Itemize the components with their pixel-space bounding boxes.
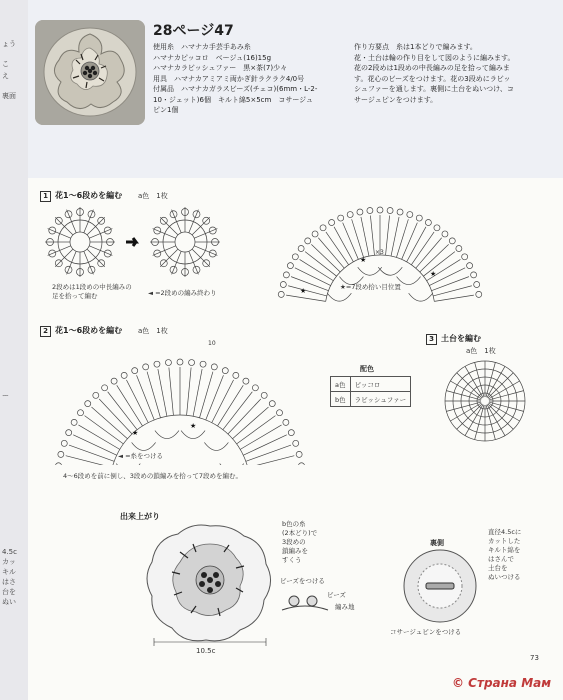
star-icon: ★ (132, 429, 139, 437)
fan-diagram-2 (56, 359, 305, 465)
pin-note: コサージュピンをつける (390, 628, 462, 636)
finished-b-note: b色の糸 (2本どり)で 3段めの 鎖編みを すくう (282, 520, 318, 564)
instructions-line: 作り方要点 糸は1本どりで編みます。 (354, 43, 477, 51)
section-3-heading (426, 333, 481, 345)
edge-text: カッ (2, 558, 16, 566)
edge-text: 台を (2, 588, 16, 596)
edge-text: キル (2, 568, 16, 576)
base-diagram (430, 355, 540, 450)
section-2-color: a色 1枚 (138, 327, 168, 335)
bead-note: ビーズをつける (280, 577, 325, 585)
edge-text: はさ (2, 578, 16, 586)
materials-line: ピン1個 (153, 106, 179, 114)
finished-title: 出来上がり (120, 512, 160, 521)
finished-flower-drawing (140, 518, 280, 648)
pin-icon (426, 583, 454, 589)
materials-line: 付属品 ハマナカガラスビーズ(チェコ)(6mm・L-2- (153, 85, 318, 93)
edge-text: ょう (2, 40, 16, 48)
edge-text: 4.5c (2, 548, 17, 556)
instructions-list (354, 42, 544, 105)
left-page-edge (0, 0, 28, 700)
legend-row (331, 392, 411, 407)
page-title: 28ページ47 (153, 23, 234, 39)
section-3-number: 3 (426, 334, 437, 345)
edge-text: こ (2, 60, 9, 68)
materials-list (153, 42, 343, 116)
section-1-number: 1 (40, 191, 51, 202)
section-1-star-note: ★=7段め拾い目位置 (340, 283, 401, 291)
section-1-color: a色 1枚 (138, 192, 168, 200)
bead-label: ビーズ (327, 591, 346, 599)
row-number-label: 10 (208, 340, 216, 347)
section-2-diagram (40, 335, 320, 465)
edge-text: ー (2, 392, 9, 400)
edge-text: え (2, 72, 9, 80)
legend-row (331, 377, 411, 392)
materials-line: 用具 ハマナカアミアミ両かぎ針ラクラク4/0号 (153, 74, 305, 83)
legend-title: 配色 (360, 365, 374, 373)
section-2-attach-note: ◄ =糸をつける (118, 452, 164, 460)
section-2-number: 2 (40, 326, 51, 337)
instructions-line: 花の2段めは1段めの中長編みの足を拾って編みま (354, 64, 510, 72)
instructions-line: す。花心のビーズをつけます。花の3段めにラビッ (354, 74, 511, 83)
finished-size-label: 10.5c (196, 647, 216, 655)
star-icon: ★ (300, 287, 307, 295)
flower-photo-image (35, 20, 145, 125)
arrow-icon (126, 238, 136, 246)
legend-key: b色 (331, 392, 351, 407)
back-note: 直径4.5cに カットした キルト綿を はさんで 土台を ぬいつける (488, 528, 522, 581)
page-number: 73 (530, 654, 539, 662)
legend-value: ラビッシュファー (350, 392, 410, 407)
watermark: © Страна Мам (452, 676, 552, 690)
section-2-bottom-note: 4～6段めを前に倒し、3段めの鎖編みを拾って7段めを編む。 (63, 472, 243, 480)
ring-diagram-1 (45, 207, 115, 277)
bead-detail-drawing (280, 588, 330, 616)
star-icon: ★ (190, 422, 197, 430)
section-3-title: 土台を編む (441, 334, 481, 343)
base-label: 編み地 (335, 603, 355, 611)
legend-key: a色 (331, 377, 351, 392)
repeat-mark: ×3 (375, 249, 384, 256)
edge-text: ぬい (2, 598, 16, 606)
section-1-end-note: ◄ =2段めの編み終わり (148, 289, 217, 297)
section-1-title: 花1～6段めを編む (55, 191, 123, 200)
instructions-line: サージュピンをつけます。 (354, 95, 438, 104)
instructions-line: 花・土台は輪の作り目をして図のように編みます。 (354, 53, 515, 62)
materials-line: 使用糸 ハマナカ手芸手あみ糸 (153, 43, 251, 51)
section-1-note: 2段めは1段めの中長編みの 足を拾って編む (52, 283, 132, 300)
star-icon: ★ (430, 270, 437, 278)
color-legend-table (330, 376, 411, 407)
materials-line: ハマナカピッコロ ベージュ(16)15g (153, 53, 272, 62)
star-icon: ★ (360, 256, 367, 264)
back-view-drawing (400, 548, 480, 626)
flower-photo (35, 20, 145, 125)
back-title: 裏側 (430, 539, 444, 547)
section-2-title: 花1～6段めを編む (55, 326, 123, 335)
edge-text: 裏面 (2, 92, 16, 100)
materials-line: 10・ジェット)6個 キルト綿5×5cm コサージュ (153, 95, 314, 104)
ring-diagram-2 (150, 207, 220, 277)
section-3-color: a色 1枚 (466, 347, 496, 355)
legend-value: ピッコロ (350, 377, 410, 392)
materials-line: ハマナカラビッシュファー 黒×茶(7)少々 (153, 64, 288, 72)
instructions-line: シュファーを通します。裏側に土台をぬいつけ、コ (354, 85, 514, 93)
